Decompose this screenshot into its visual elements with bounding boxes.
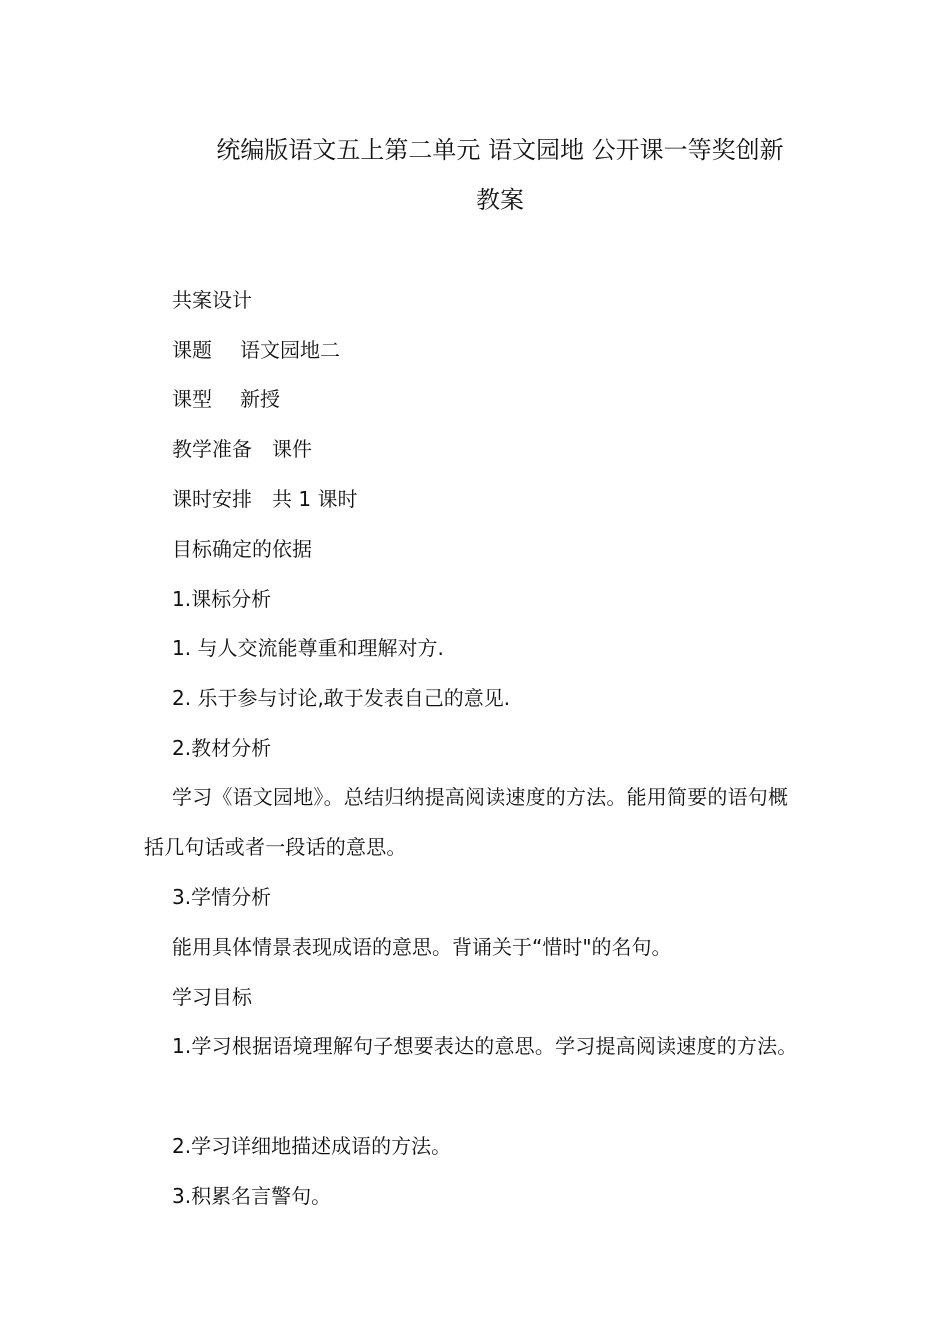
document-title-line-2: 教案: [476, 186, 524, 214]
textbook-paragraph: 学习《语文园地》。总结归纳提高阅读速度的方法。能用简要的语句概括几句话或者一段话的意思。: [144, 785, 789, 859]
course-topic-value: 语文园地二: [240, 338, 340, 362]
standard-item-1: 1. 与人交流能尊重和理解对方.: [172, 636, 444, 660]
goal-3: 3.积累名言警句。: [172, 1184, 332, 1208]
course-topic-row: [172, 336, 340, 364]
document-title-line-1: 统编版语文五上第二单元 语文园地 公开课一等奖创新: [216, 136, 784, 164]
basis-heading: 目标确定的依据: [172, 537, 312, 561]
course-topic-label: 课题: [172, 338, 212, 362]
prep-row: [172, 435, 312, 463]
course-type-label: 课型: [172, 387, 212, 411]
student-heading: 3.学情分析: [172, 885, 272, 909]
student-paragraph: 能用具体情景表现成语的意思。背诵关于“惜时"的名句。: [172, 935, 672, 959]
standard-heading: 1.课标分析: [172, 587, 272, 611]
textbook-heading: 2.教材分析: [172, 736, 272, 760]
goals-heading: 学习目标: [172, 985, 252, 1009]
course-type-value: 新授: [240, 387, 280, 411]
prep-label: 教学准备: [172, 437, 252, 461]
schedule-value: 共 1 课时: [272, 487, 358, 511]
goal-2: 2.学习详细地描述成语的方法。: [172, 1134, 452, 1158]
heading-gongan: 共案设计: [172, 288, 252, 312]
course-type-row: [172, 385, 280, 413]
schedule-label: 课时安排: [172, 487, 252, 511]
schedule-row: [172, 485, 357, 513]
standard-item-2: 2. 乐于参与讨论,敢于发表自己的意见.: [172, 686, 511, 710]
goal-1: 1.学习根据语境理解句子想要表达的意思。学习提高阅读速度的方法。: [172, 1034, 798, 1058]
prep-value: 课件: [272, 437, 312, 461]
